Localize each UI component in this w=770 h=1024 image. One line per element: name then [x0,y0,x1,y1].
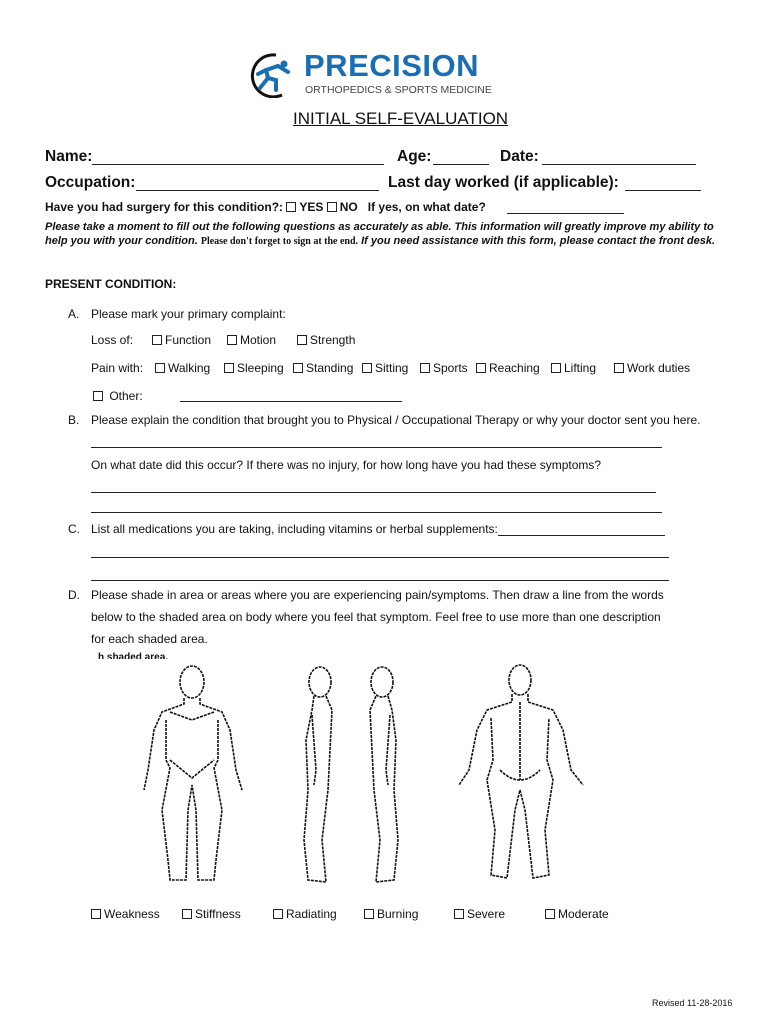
age-label: Age: [397,148,432,165]
logo-brand: PRECISION [304,48,480,83]
body-side-view-right [304,667,332,882]
symptom-burning[interactable]: Burning [364,907,418,921]
age-field[interactable] [433,164,489,165]
item-a-text: Please mark your primary complaint: [91,307,286,321]
date-field[interactable] [542,164,696,165]
no-checkbox[interactable] [327,202,337,212]
section-heading: PRESENT CONDITION: [45,277,177,291]
loss-strength[interactable]: Strength [297,333,355,347]
pain-reaching[interactable]: Reaching [476,361,540,375]
logo-subtitle: ORTHOPEDICS & SPORTS MEDICINE [305,84,492,96]
pain-work-duties[interactable]: Work duties [614,361,690,375]
last-day-label: Last day worked (if applicable): [388,174,619,191]
intro-text: Please take a moment to fill out the following questions as accurately as able. This information will greatly improve my ability to help you with your condition. Please don't forget to sign at the end. If you need assistance with this form, please contact the front desk. [45,221,716,247]
symptom-weakness[interactable]: Weakness [91,907,160,921]
b-answer-line-2[interactable] [91,492,656,493]
symptom-moderate[interactable]: Moderate [545,907,609,921]
if-yes-label: If yes, on what date? [367,200,486,214]
pain-standing[interactable]: Standing [293,361,353,375]
body-back-view [459,665,583,878]
item-b-text: Please explain the condition that brought you to Physical / Occupational Therapy or why your doctor sent you here. [91,413,701,427]
page-title: INITIAL SELF-EVALUATION [293,109,509,128]
c-answer-line-2[interactable] [91,580,669,581]
item-d-letter: D. [68,588,80,602]
occupation-label: Occupation: [45,174,136,191]
name-label: Name: [45,148,93,165]
item-c-text: List all medications you are taking, including vitamins or herbal supplements: [91,522,498,536]
c-answer-line-1[interactable] [91,557,669,558]
surgery-row [45,200,486,214]
loss-motion[interactable]: Motion [227,333,276,347]
revision-date: Revised 11-28-2016 [652,998,733,1008]
symptom-radiating[interactable]: Radiating [273,907,337,921]
item-b-question-2: On what date did this occur? If there was no injury, for how long have you had these symptoms? [91,458,602,472]
surgery-question: Have you had surgery for this condition?: [45,200,284,214]
body-front-view [144,666,242,880]
name-field[interactable] [92,164,384,165]
pain-walking[interactable]: Walking [155,361,210,375]
yes-label: YES [299,200,324,214]
occupation-field[interactable] [136,190,379,191]
body-diagram[interactable] [140,660,600,885]
item-c-letter: C. [68,522,80,536]
loss-function[interactable]: Function [152,333,211,347]
date-label: Date: [500,148,539,165]
yes-checkbox[interactable] [286,202,296,212]
no-label: NO [339,200,358,214]
other-field[interactable] [180,401,402,402]
logo [246,48,526,98]
symptom-stiffness[interactable]: Stiffness [182,907,241,921]
b-answer-line-1[interactable] [91,447,662,448]
item-b-letter: B. [68,413,80,427]
symptom-severe[interactable]: Severe [454,907,505,921]
surgery-date-field[interactable] [507,213,624,214]
pain-label: Pain with: [91,361,144,375]
runner-logo-icon [246,52,296,98]
pain-sports[interactable]: Sports [420,361,468,375]
pain-lifting[interactable]: Lifting [551,361,596,375]
item-d-line-1: Please shade in area or areas where you are experiencing pain/symptoms. Then draw a line from the words [91,588,664,602]
item-a-letter: A. [68,307,80,321]
last-day-field[interactable] [625,190,701,191]
loss-label: Loss of: [91,333,134,347]
item-d-line-2: below to the shaded area on body where you feel that symptom. Feel free to use more than one description [91,610,661,624]
pain-other[interactable]: Other: [93,389,143,403]
b-answer-line-3[interactable] [91,512,662,513]
clipped-caption: h shaded area. [98,652,169,659]
pain-sitting[interactable]: Sitting [362,361,408,375]
c-answer-line-0[interactable] [498,535,665,536]
pain-sleeping[interactable]: Sleeping [224,361,284,375]
item-d-line-3: for each shaded area. [91,632,208,646]
body-side-view-left [370,667,398,882]
